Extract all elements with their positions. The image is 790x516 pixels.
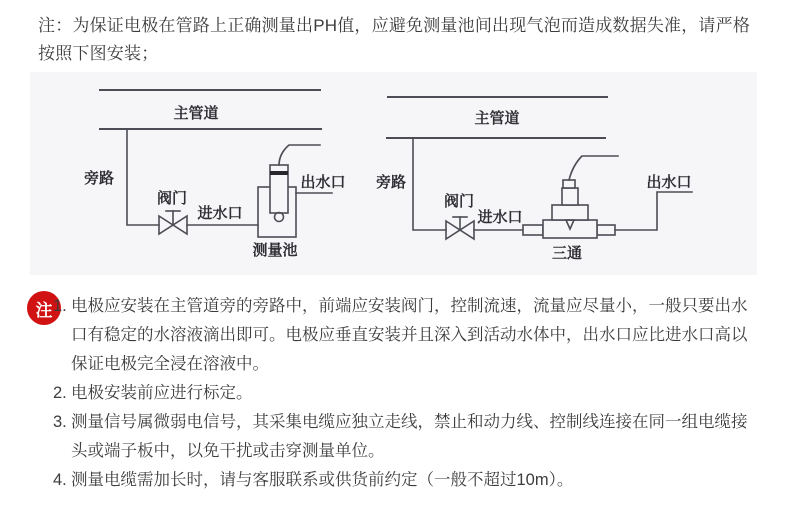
label-bypass-right: 旁路 bbox=[375, 175, 406, 191]
electrode-tip-bulb bbox=[275, 213, 284, 222]
list-item-number: 2. bbox=[53, 384, 67, 402]
list-item bbox=[53, 379, 755, 408]
label-main-pipe-right: 主管道 bbox=[474, 111, 520, 127]
list-item-text: 测量信号属微弱电信号，其采集电缆应独立走线，禁止和动力线、控制线连接在同一组电缆接头或端子板中，以免干扰或击穿测量单位。 bbox=[71, 413, 748, 460]
list-item-text: 电极应安装在主管道旁的旁路中，前端应安装阀门，控制流速，流量应尽量小，一般只要出水口有稳定的水溶液滴出即可。电极应垂直安装并且深入到活动水体中，出水口应比进水口高以保证电极完全浸在溶液中。 bbox=[71, 297, 748, 373]
electrode-cable bbox=[279, 145, 320, 165]
electrode-body bbox=[562, 188, 578, 205]
label-outlet-left: 出水口 bbox=[300, 175, 346, 191]
label-inlet-left: 进水口 bbox=[197, 206, 243, 222]
list-item bbox=[53, 292, 755, 379]
label-tee: 三通 bbox=[551, 246, 582, 262]
label-main-pipe-left: 主管道 bbox=[173, 106, 219, 122]
piping-diagram bbox=[30, 72, 757, 275]
label-inlet-right: 进水口 bbox=[477, 210, 523, 226]
list-item-number: 1. bbox=[53, 297, 67, 315]
electrode-band bbox=[270, 171, 288, 175]
note-badge: 注 bbox=[27, 291, 61, 325]
label-valve-left: 阀门 bbox=[156, 191, 187, 207]
outlet-pipe-line bbox=[615, 192, 692, 230]
tee-right-stub bbox=[597, 225, 615, 235]
label-bypass-left: 旁路 bbox=[83, 171, 114, 187]
label-outlet-right: 出水口 bbox=[646, 175, 692, 191]
label-valve-right: 阀门 bbox=[443, 194, 474, 210]
installation-notes-list bbox=[53, 292, 755, 495]
list-item bbox=[53, 408, 755, 466]
tee-left-stub bbox=[523, 225, 543, 235]
diagram-right-tee bbox=[387, 97, 692, 239]
electrode-cable bbox=[569, 156, 618, 180]
electrode-collar bbox=[552, 205, 588, 220]
installation-note-header: 注：为保证电极在管路上正确测量出PH值，应避免测量池间出现气泡而造成数据失准，请严格按照下图安装； bbox=[38, 16, 751, 63]
list-item-text: 电极安装前应进行标定。 bbox=[71, 384, 253, 402]
electrode-cap bbox=[563, 180, 575, 188]
list-item-text: 测量电缆需加长时，请与客服联系或供货前约定（一般不超过10m）。 bbox=[71, 471, 574, 489]
list-item bbox=[53, 466, 755, 495]
label-measurement-pool: 测量池 bbox=[252, 243, 298, 259]
installation-diagram-panel bbox=[30, 72, 757, 275]
list-item-number: 4. bbox=[53, 471, 67, 489]
list-item-number: 3. bbox=[53, 413, 67, 431]
